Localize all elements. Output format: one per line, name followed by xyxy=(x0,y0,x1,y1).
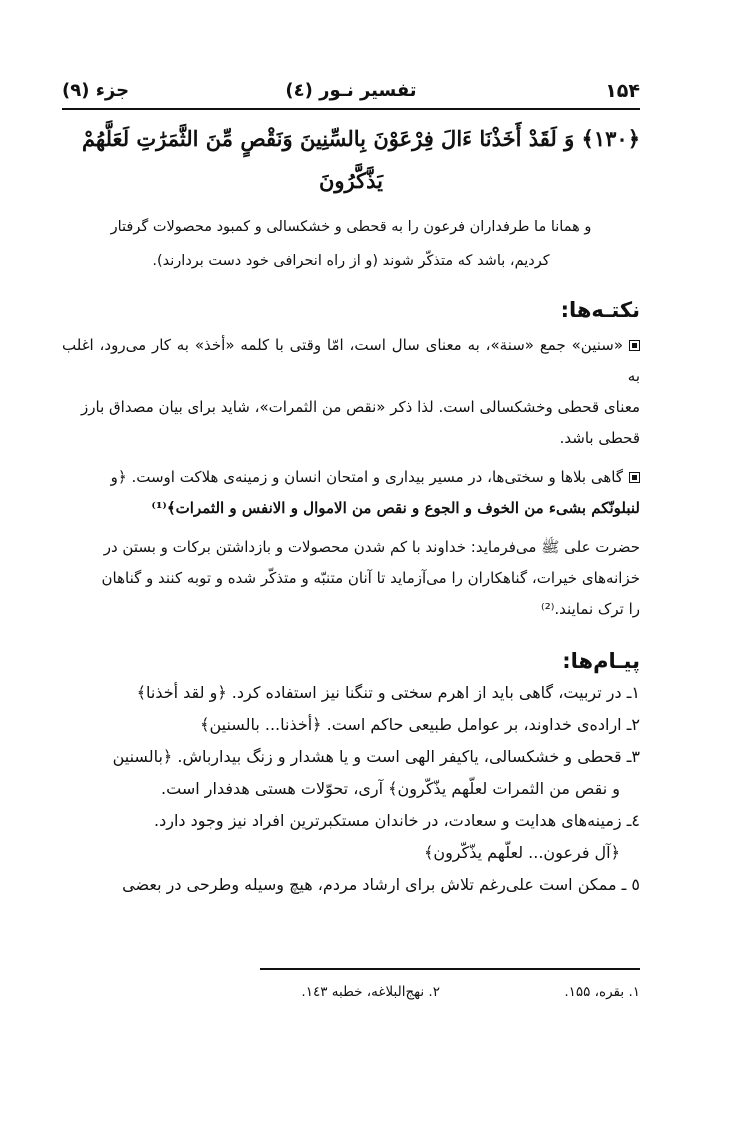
translation-line-1: و همانا ما طرفداران فرعون را به قحطی و خشکسالی و کمبود محصولات گرفتار xyxy=(110,219,592,235)
note-1-line-3: قحطی باشد. xyxy=(559,429,640,447)
footnote-2: ۲. نهج‌البلاغه، خطبه ۱٤۳. xyxy=(301,984,440,1000)
note-item-1 xyxy=(62,330,640,454)
page-header xyxy=(62,78,640,110)
note-3-line-3: را ترک نمایند.⁽²⁾ xyxy=(541,600,640,618)
verse-line-1: ﴿۱۳۰﴾ وَ لَقَدْ أَخَذْنَا ءَالَ فِرْعَوْنَ بِالسِّنِينَ وَنَقْصٍ مِّنَ الثَّمَرَٰتِ لَعَلَّهُمْ xyxy=(81,126,640,151)
messages-heading: پیـام‌ها: xyxy=(562,649,640,673)
verse-line-2: يَذَّكَّرُونَ xyxy=(318,168,383,193)
bullet-square-icon xyxy=(629,472,640,483)
note-3-line-1: حضرت علی ﷺ می‌فرماید: خداوند با کم شدن محصولات و بازداشتن برکات و بستن در xyxy=(103,538,640,556)
message-3-line-1: ۳ـ قحطی و خشکسالی، یاکیفر الهی است و یا هشدار و زنگ بیدارباش. ﴿بالسنین xyxy=(112,747,640,766)
message-3-line-2: و نقص من الثمرات لعلّهم یذّکّرون﴾ آری، تحوّلات هستی هدفدار است. xyxy=(161,779,620,798)
note-item-3 xyxy=(62,532,640,625)
juz-label: جزء (٩) xyxy=(62,80,130,101)
footnote-1: ۱. بقره، ۱۵۵. xyxy=(564,984,640,1000)
verse-translation xyxy=(76,210,626,278)
page-number: ۱۵۴ xyxy=(605,80,640,102)
note-1-line-1: «سنین» جمع «سنة»، به معنای سال است، امّا وقتی با کلمه «أخذ» به کار می‌رود، اغلب به xyxy=(62,336,640,385)
note-2-line-2: لنبلونّکم بشیء من الخوف و الجوع و نقص من الاموال و الانفس و الثمرات﴾⁽¹⁾ xyxy=(151,499,640,517)
note-2-line-1: گاهی بلاها و سختی‌ها، در مسیر بیداری و امتحان انسان و زمینه‌ی هلاکت اوست. ﴿و xyxy=(110,468,623,486)
book-page xyxy=(62,78,640,1000)
message-2: ۲ـ اراده‌ی خداوند، بر عوامل طبیعی حاکم است. ﴿أخذنا... بالسنین﴾ xyxy=(200,715,640,734)
quran-verse xyxy=(62,118,640,202)
notes-heading: نکتـه‌ها: xyxy=(560,298,640,322)
message-5: ٥ ـ ممکن است علی‌رغم تلاش برای ارشاد مردم، هیچ وسیله وطرحی در بعضی xyxy=(122,875,640,894)
footnote-divider xyxy=(260,968,640,970)
message-4-line-2: ﴿آل فرعون... لعلّهم یذّکّرون﴾ xyxy=(423,843,620,862)
note-item-2 xyxy=(62,462,640,524)
note-1-line-2: معنای قحطی وخشکسالی است. لذا ذکر «نقص من الثمرات»، شاید برای بیان مصداق بارز xyxy=(81,398,640,416)
book-title: تفسیر نـور (٤) xyxy=(285,80,417,101)
message-1: ۱ـ در تربیت، گاهی باید از اهرم سختی و تنگنا نیز استفاده کرد. ﴿و لقد أخذنا﴾ xyxy=(136,683,640,702)
translation-line-2: کردیم، باشد که متذکّر شوند (و از راه انحرافی خود دست بردارند). xyxy=(152,253,550,269)
note-3-line-2: خزانه‌های خیرات، گناهکاران را می‌آزماید تا آنان متنبّه و متذکّر شده و توبه کنند و گناهان xyxy=(101,569,640,587)
messages-list xyxy=(62,677,640,901)
message-4-line-1: ٤ـ زمینه‌های هدایت و سعادت، در خاندان مستکبرترین افراد نیز وجود دارد. xyxy=(154,811,640,830)
bullet-square-icon xyxy=(629,340,640,351)
